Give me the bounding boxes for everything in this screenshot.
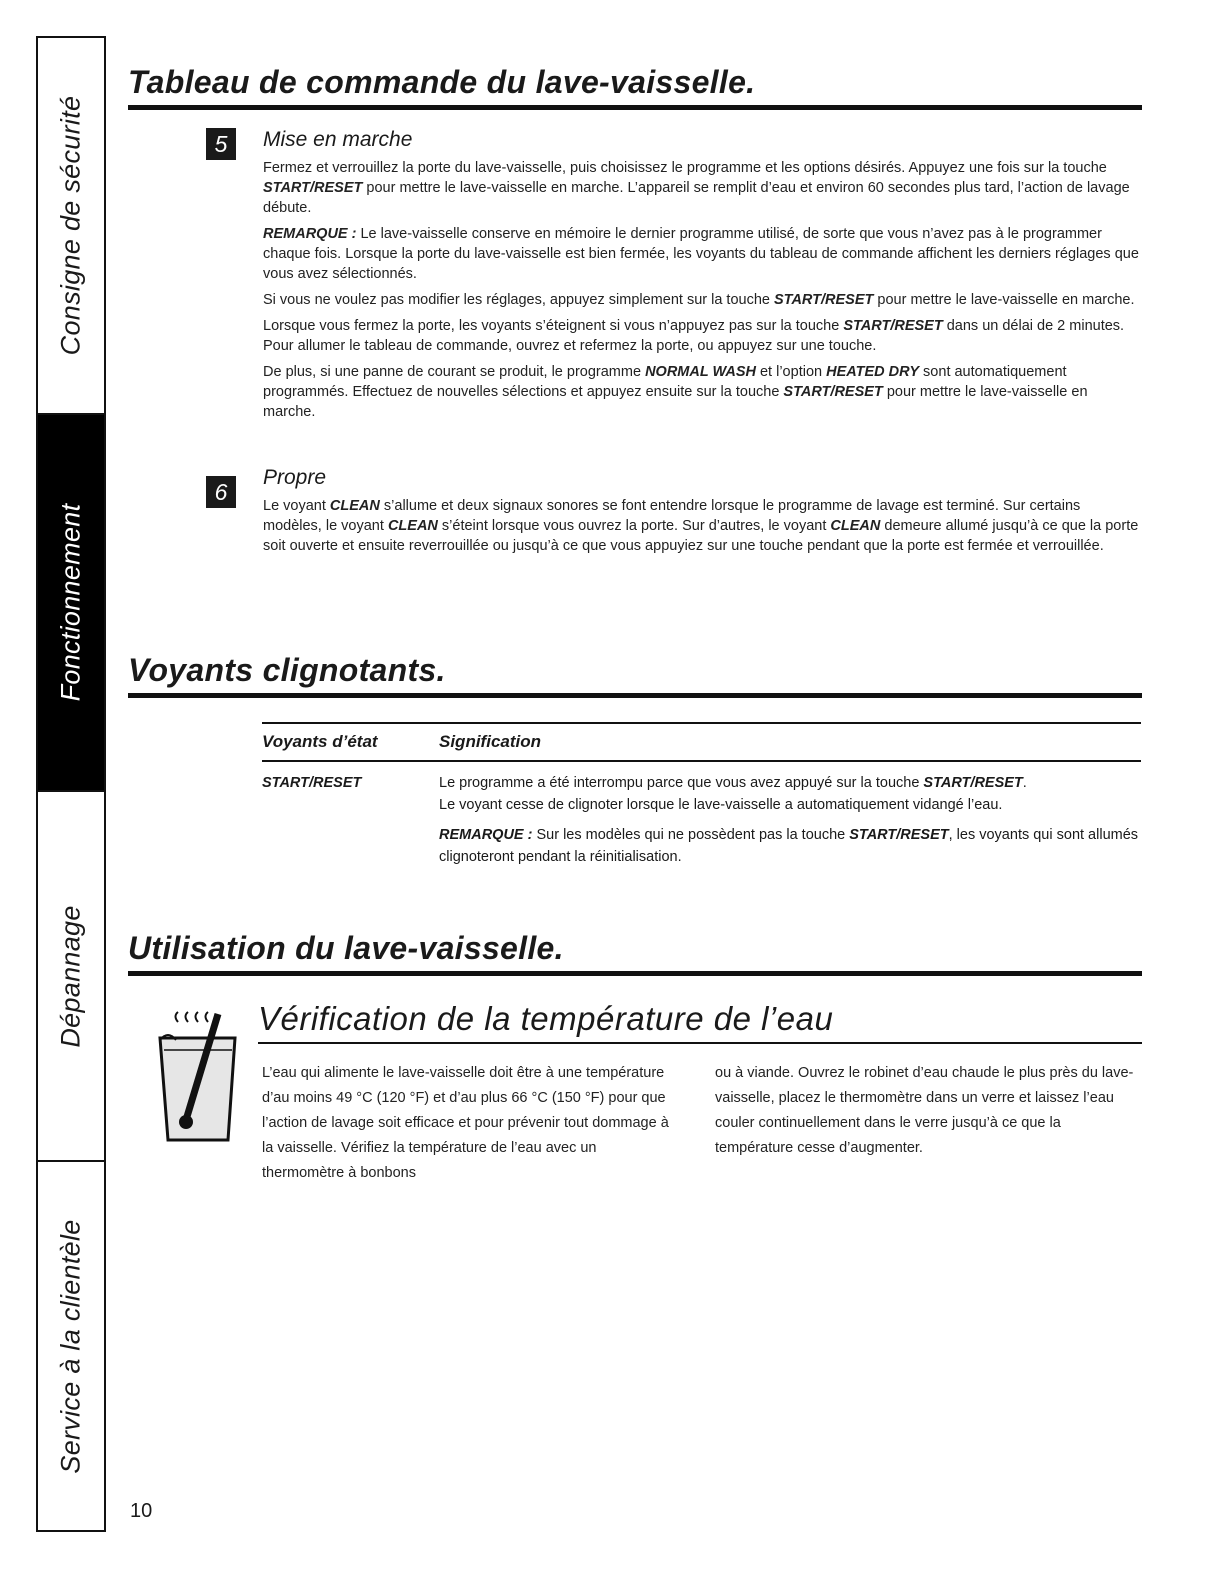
step-5 [206,128,1141,428]
row-status-label: START/RESET [262,775,362,791]
page-number: 10 [130,1500,153,1522]
status-table [262,722,1141,868]
tab-safety[interactable] [38,38,104,413]
flashing-lights-heading: Voyants clignotants. [128,652,1142,698]
step-6-title: Propre [263,466,327,489]
table-header [262,722,1141,762]
step-5-note: REMARQUE : Le lave-vaisselle conserve en mémoire le dernier programme utilisé, de sorte que vous n’avez pas à le programmer chaque fois. Lorsque la porte du lave-vaisselle est bien fermée, les voyants du tableau de commande affichent les derniers réglages que vous avez sélectionnés. [263,226,1139,282]
header-meaning: Signification [439,732,541,751]
step-6 [206,466,1141,562]
water-text-right: ou à viande. Ouvrez le robinet d’eau chaude le plus près du lave-vaisselle, placez le thermomètre dans un verre et laissez l’eau couler continuellement dans le verre jusqu’à ce que la température cesse d’augmenter. [715,1065,1134,1156]
water-temperature-title: Vérification de la température de l’eau [258,1000,1142,1044]
tab-safety-label: Consigne de sécurité [55,95,86,356]
tab-troubleshooting-label: Dépannage [55,904,86,1048]
tab-customer-service-label: Service à la clientèle [55,1218,86,1474]
section-sidebar [36,36,106,1532]
header-status: Voyants d’état [262,732,378,751]
thermometer-glass-icon [150,1010,245,1150]
tab-operation-label: Fonctionnement [55,503,86,702]
tab-operation[interactable] [38,413,104,790]
step-5-paragraph-3: Si vous ne voulez pas modifier les réglages, appuyez simplement sur la touche START/RESET pour mettre le lave-vaisselle en marche. [263,292,1135,308]
usage-heading: Utilisation du lave-vaisselle. [128,930,1142,976]
step-6-paragraph: Le voyant CLEAN s’allume et deux signaux sonores se font entendre lorsque le programme de lavage est terminé. Sur certains modèles, le voyant CLEAN s’éteint lorsque vous ouvrez la porte. Sur d’autres, le voyant CLEAN demeure allumé jusqu’à ce que la porte soit ouverte et ensuite reverrouillée ou jusqu’à ce que vous appuyiez sur une touche pendant que la porte est fermée et verrouillée. [263,498,1139,554]
step-6-badge: 6 [206,476,236,508]
step-5-paragraph-5: De plus, si une panne de courant se produit, le programme NORMAL WASH et l’option HEATED DRY sont automatiquement programmés. Effectuez de nouvelles sélections et appuyez ensuite sur la touche START/RESET pour mettre le lave-vaisselle en marche. [263,364,1088,420]
control-panel-heading: Tableau de commande du lave-vaisselle. [128,64,1142,110]
water-text-left: L’eau qui alimente le lave-vaisselle doit être à une température d’au moins 49 °C (120 °F) et d’au plus 66 °C (150 °F) pour que l’action de lavage soit efficace et pour prévenir tout dommage à la vaisselle. Vérifiez la température de l’eau avec un thermomètre à bonbons [262,1065,669,1181]
tab-troubleshooting[interactable] [38,790,104,1160]
table-row [262,762,1141,868]
step-5-title: Mise en marche [263,128,413,151]
step-5-paragraph-1: Fermez et verrouillez la porte du lave-vaisselle, puis choisissez le programme et les options désirés. Appuyez une fois sur la touche START/RESET pour mettre le lave-vaisselle en marche. L’appareil se remplit d’eau et environ 60 secondes plus tard, l’action de lavage débute. [263,160,1130,216]
step-5-badge: 5 [206,128,236,160]
step-5-paragraph-4: Lorsque vous fermez la porte, les voyants s’éteignent si vous n’appuyez pas sur la touche START/RESET dans un délai de 2 minutes. Pour allumer le tableau de commande, ouvrez et refermez la porte, ou appuyez sur une touche. [263,318,1125,354]
tab-customer-service[interactable] [38,1160,104,1530]
row-meaning: Le programme a été interrompu parce que vous avez appuyé sur la touche START/RESET. Le voyant cesse de clignoter lorsque le lave-vaisselle a automatiquement vidangé l’eau. REMARQUE : Sur les modèles qui ne possèdent pas la touche START/RESET, les voyants qui sont allumés clignoteront pendant la réinitialisation. [439,775,1139,865]
